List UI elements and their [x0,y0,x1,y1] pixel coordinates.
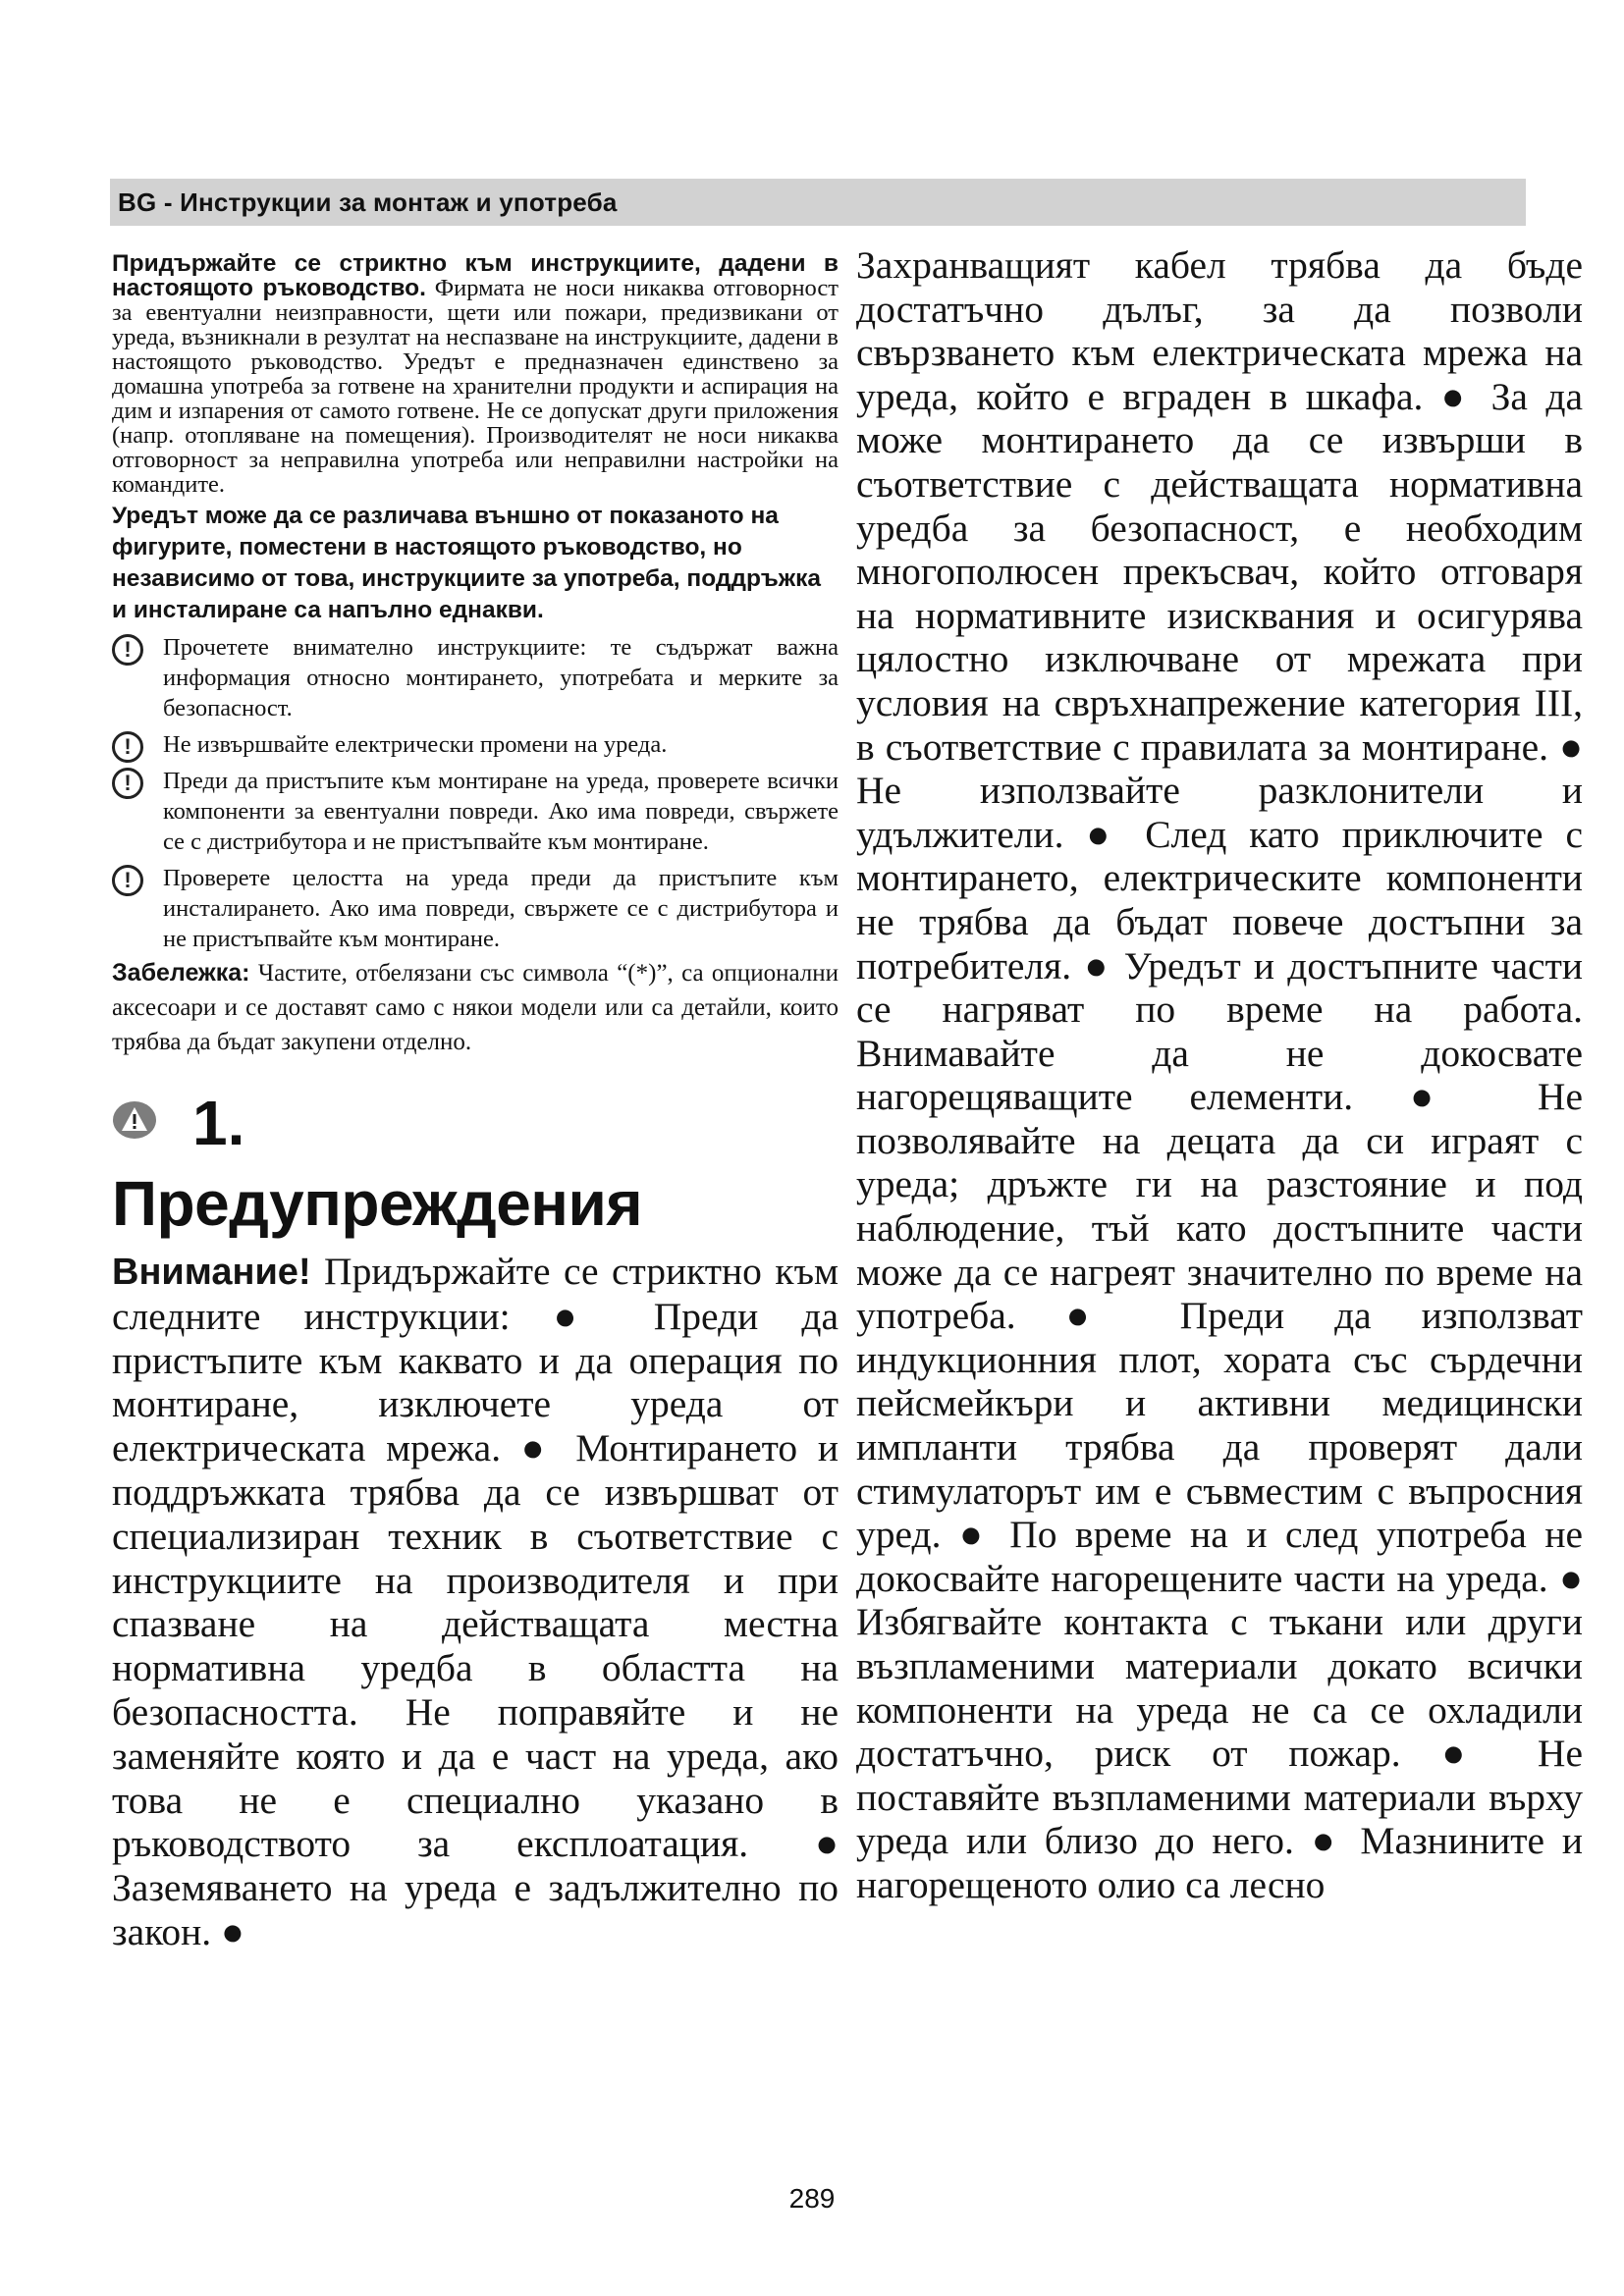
note-label: Забележка: [112,959,250,987]
right-column-text: Захранващият кабел трябва да бъде достатъчно дълъг, за да позволи свързването към електрическата мрежа на уреда, който е вграден в шкафа. ● За да може монтирането да се извърши в съответствие с действащата нормативна уредба за безопасност, е необходим многополюсен прекъсвач, който отговаря на нормативните изисквания и осигурява цялостно изключване от мрежата при условия на свръхнапрежение категория III, в съответствие с правилата за монтиране. ● Не използвайте разклонители и удължители. ● След като приключите с монтирането, електрическите компоненти не трябва да бъдат повече достъпни за потребителя. ● Уредът и достъпните части се нагряват по време на работа. Внимавайте да не докосвате нагорещяващите елементи. ● Не позволявайте на децата да си играят с уреда; дръжте ги на разстояние и под наблюдение, тъй като достъпните части може да се нагреят значително по време на употреба. ● Преди да използват индукционния плот, хората със сърдечни пейсмейкъри и активни медицински импланти трябва да проверят дали стимулаторът им е съвместим с въпросния уред. ● По време на и след употреба не докосвайте нагорещените части на уреда. ● Избягвайте контакта с тъкани или други възпламеними материали докато всички компоненти на уреда не са се охладили достатъчно, риск от пожар. ● Не поставяйте възпламеними материали върху уреда или близо до него. ● Мазнините и нагорещеното олио са лесно [856,243,1583,1906]
accessory-note [112,956,839,1059]
note-text: Частите, отбелязани със символа “(*)”, са опционални аксесоари и се доставят само с някои модели или са детайли, които трябва да бъдат закупени отделно. [112,960,839,1055]
exclamation-circle-icon: ! [112,768,143,799]
appearance-note: Уредът може да се различава външно от показаното на фигурите, поместени в настоящото ръководство, но независимо от това, инструкциите за употреба, поддръжка и инсталиране са напълно еднакви. [112,503,822,623]
notice-item [112,863,839,954]
intro-text: Фирмата не носи никаква отговорност за евентуални неизправности, щети или пожари, предизвикани от уреда, възникнали в резултат на неспазване на инструкциите, дадени в настоящото ръководство. Уредът е предназначен единствено за домашна употреба за готвене на хранителни продукти и аспирация на дим и изпарения от самото готвене. Не се допускат други приложения (напр. отопляване на помещения). Производителят не носи никаква отговорност за неправилна употреба или неправилни настройки на командите. [112,275,839,498]
exclamation-circle-icon: ! [112,865,143,896]
notice-text: Прочетете внимателно инструкциите: те съдържат важна информация относно монтирането, употребата и мерките за безопасност. [163,634,839,721]
warnings-text: Придържайте се стриктно към следните инструкции: ● Преди да пристъпите към каквато и да операция по монтиране, изключете уреда от електрическата мрежа. ● Монтирането и поддръжката трябва да се извършват от специализиран техник в съответствие с инструкциите на производителя и при спазване на действащата местна нормативна уредба в областта на безопасността. Не поправяйте и не заменяйте която и да е част на уреда, ако това не е специално указано в ръководството за експлоатация. ● Заземяването на уреда е задължително по закон. ● [112,1250,839,1953]
document-header-title: BG - Инструкции за монтаж и употреба [118,187,618,217]
header-bar [110,179,1526,226]
attention-label: Внимание! [112,1252,311,1293]
exclamation-circle-icon: ! [112,634,143,666]
notice-item [112,729,839,760]
warning-triangle-icon [112,1100,157,1140]
notice-item [112,766,839,857]
intro-bold-text: Придържайте се стриктно към инструкциите, дадени в настоящото ръководство. [112,250,839,301]
notice-text: Не извършвайте електрически промени на уреда. [163,731,668,758]
page-number: 289 [788,2183,836,2214]
section-title: Предупреждения [112,1168,643,1239]
section-number: 1. [192,1088,245,1158]
notice-text: Преди да пристъпите към монтиране на уреда, проверете всички компоненти за евентуални повреди. Ако има повреди, свържете се с дистрибутора и не пристъпвайте към монтиране. [163,768,839,855]
warnings-paragraph [112,1250,839,1954]
section-heading [112,1088,839,1158]
left-column [112,251,839,1993]
exclamation-circle-icon: ! [112,731,143,763]
intro-paragraph [112,251,839,497]
notice-text: Проверете целостта на уреда преди да пристъпите към инсталирането. Ако има повреди, свържете се с дистрибутора и не пристъпвайте към монтиране. [163,865,839,952]
notice-item [112,632,839,723]
